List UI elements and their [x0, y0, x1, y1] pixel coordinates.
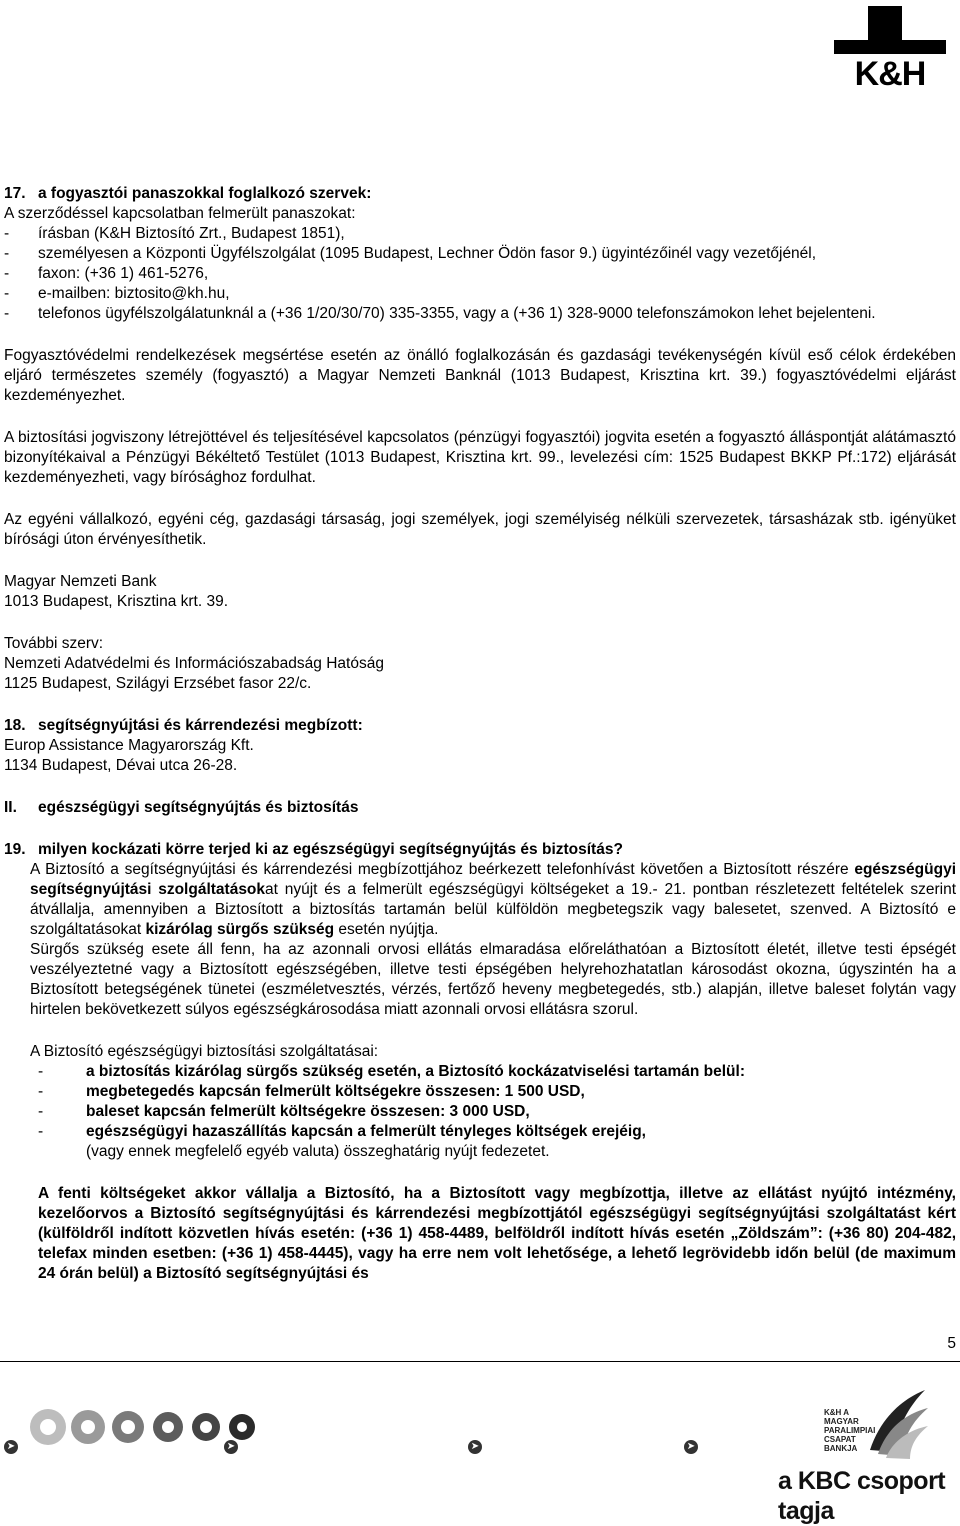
assistance-company: Europ Assistance Magyarország Kft. [4, 737, 254, 754]
list-item: - e-mailben: biztosito@kh.hu, [4, 285, 230, 302]
chapter-ii-heading: II. egészségügyi segítségnyújtás és biztosítás [4, 799, 359, 816]
kbc-tagline: a KBC csoport tagja [778, 1467, 946, 1525]
coverage-paragraph: A Biztosító a segítségnyújtási és kárrendezési megbízottjához beérkezett telefonhívást követően a Biztosított részére egészségügyi segítségnyújtási szolgáltatásokat nyújt és a felmerült egészségügyi költségeket a 19.- 21. pontban részletezett feltételek szerint átvállalja, amennyiben a Biztosított a biztosítás tartamán belül külföldön megbetegszik vagy balesetet, szenved. A Biztosító e szolgáltatásokat kizárólag sürgős szükség esetén nyújtja. [30, 861, 956, 938]
service-item: - baleset kapcsán felmerült költségekre összesen: 3 000 USD, [38, 1103, 530, 1120]
service-item: - egészségügyi hazaszállítás kapcsán a felmerült tényleges költségek erejéig, [38, 1123, 646, 1140]
page-number: 5 [947, 1335, 956, 1352]
paralympic-text: K&H A MAGYAR PARALIMPIAI CSAPAT BANKJA [824, 1408, 876, 1453]
list-item: - faxon: (+36 1) 461-5276, [4, 265, 209, 282]
assistance-address: 1134 Budapest, Dévai utca 26-28. [4, 757, 238, 774]
mnb-name: Magyar Nemzeti Bank [4, 573, 157, 590]
service-item-tail: (vagy ennek megfelelő egyéb valuta) összeghatárig nyújt fedezetet. [86, 1143, 550, 1160]
kh-logo [834, 6, 946, 92]
other-authority-name: Nemzeti Adatvédelmi és Információszabadság Hatóság [4, 655, 384, 672]
services-label: A Biztosító egészségügyi biztosítási szolgáltatásai: [30, 1043, 379, 1060]
other-authority-address: 1125 Budapest, Szilágyi Erzsébet fasor 22/c. [4, 675, 312, 692]
other-authority-label: További szerv: [4, 635, 104, 652]
emergency-definition-paragraph: Sürgős szükség esete áll fenn, ha az azonnali orvosi ellátás elmaradása előreláthatóan a Biztosított életét, illetve testi épségét veszélyeztetné vagy a Biztosított egészségében, illetve testi épségében helyrehozhatatlan károsodást okozna, úgyszintén ha a Biztosított betegségének tünetei (eszméletvesztés, vérzés, fertőző heveny megbetegedés, stb.) alapján, illetve baleset folytán vagy hirtelen bekövetkezett súlyos egészségkárosodása miatt azonnali orvosi ellátásra szorul. [30, 941, 956, 1018]
arrow-icon: ➤ [684, 1440, 698, 1454]
list-item: - telefonos ügyfélszolgálatunknál a (+36 1/20/30/70) 335-3355, vagy a (+36 1) 328-9000 telefonszámokon lehet bejelenteni. [4, 305, 876, 322]
consumer-protection-paragraph: Fogyasztóvédelmi rendelkezések megsértése esetén az önálló foglalkozásán és gazdasági tevékenységén kívül eső célok érdekében eljáró természetes személy (fogyasztó) a Magyar Nemzeti Banknál (1013 Budapest, Krisztina krt. 39.) fogyasztóvédelmi eljárást kezdeményezhet. [4, 347, 956, 404]
list-item: - írásban (K&H Biztosító Zrt., Budapest 1851), [4, 225, 345, 242]
list-item: - személyesen a Központi Ügyfélszolgálat (1095 Budapest, Lechner Ödön fasor 9.) ügyintézőinél vagy vezetőjénél, [4, 245, 817, 262]
arrow-icon: ➤ [224, 1440, 238, 1454]
section-17-heading [4, 184, 956, 204]
section-number: 17. [4, 185, 26, 202]
entities-paragraph: Az egyéni vállalkozó, egyéni cég, gazdasági társaság, jogi személyek, jogi személyiség nélküli szervezetek, társasházak stb. igényüket bírósági úton érvényesíthetik. [4, 511, 956, 548]
section-18-heading: 18. segítségnyújtási és kárrendezési megbízott: [4, 717, 363, 734]
logo-text: K&H [854, 55, 926, 93]
paralympic-badge [820, 1380, 930, 1460]
service-item: - a biztosítás kizárólag sürgős szükség esetén, a Biztosító kockázatviselési tartamán belül: [38, 1063, 745, 1080]
document-body [4, 184, 956, 1284]
arrow-icon: ➤ [468, 1440, 482, 1454]
arrow-icon: ➤ [4, 1440, 18, 1454]
footer [0, 1362, 960, 1525]
service-item: - megbetegedés kapcsán felmerült költségekre összesen: 1 500 USD, [38, 1083, 585, 1100]
decorative-swirl-graphic [28, 1402, 278, 1452]
closing-paragraph: A fenti költségeket akkor vállalja a Biztosító, ha a Biztosított vagy megbízottja, illetve az ellátást nyújtó intézmény, kezelőorvos a Biztosító segítségnyújtási és kárrendezési megbízottjától egészségügyi segítségnyújtási szolgáltatást kért (külföldről indított közvetlen hívás esetén: (+36 1) 458-4489, belföldről indított hívás esetén „Zöldszám”: (+36 80) 204-482, telefax minden esetben: (+36 1) 458-4445), vagy ha erre nem volt lehetősége, a lehető legrövidebb időn belül (de maximum 24 órán belül) a Biztosító segítségnyújtási és [38, 1185, 956, 1282]
complaints-intro: A szerződéssel kapcsolatban felmerült panaszokat: [4, 205, 356, 222]
section-title: a fogyasztói panaszokkal foglalkozó szervek: [38, 185, 372, 202]
arbitration-paragraph: A biztosítási jogviszony létrejöttével és teljesítésével kapcsolatos (pénzügyi fogyasztói) jogvita esetén a fogyasztó álláspontját alátámasztó bizonyítékaival a Pénzügyi Békéltető Testület (1013 Budapest, Krisztina krt. 99., levelezési cím: 1525 Budapest BKKP Pf.:172) eljárását kezdeményezheti, vagy bírósághoz fordulhat. [4, 429, 956, 486]
section-19-heading: 19. milyen kockázati körre terjed ki az egészségügyi segítségnyújtás és biztosítás? [4, 841, 623, 858]
logo-mark-horizontal [834, 40, 946, 54]
mnb-address: 1013 Budapest, Krisztina krt. 39. [4, 593, 229, 610]
